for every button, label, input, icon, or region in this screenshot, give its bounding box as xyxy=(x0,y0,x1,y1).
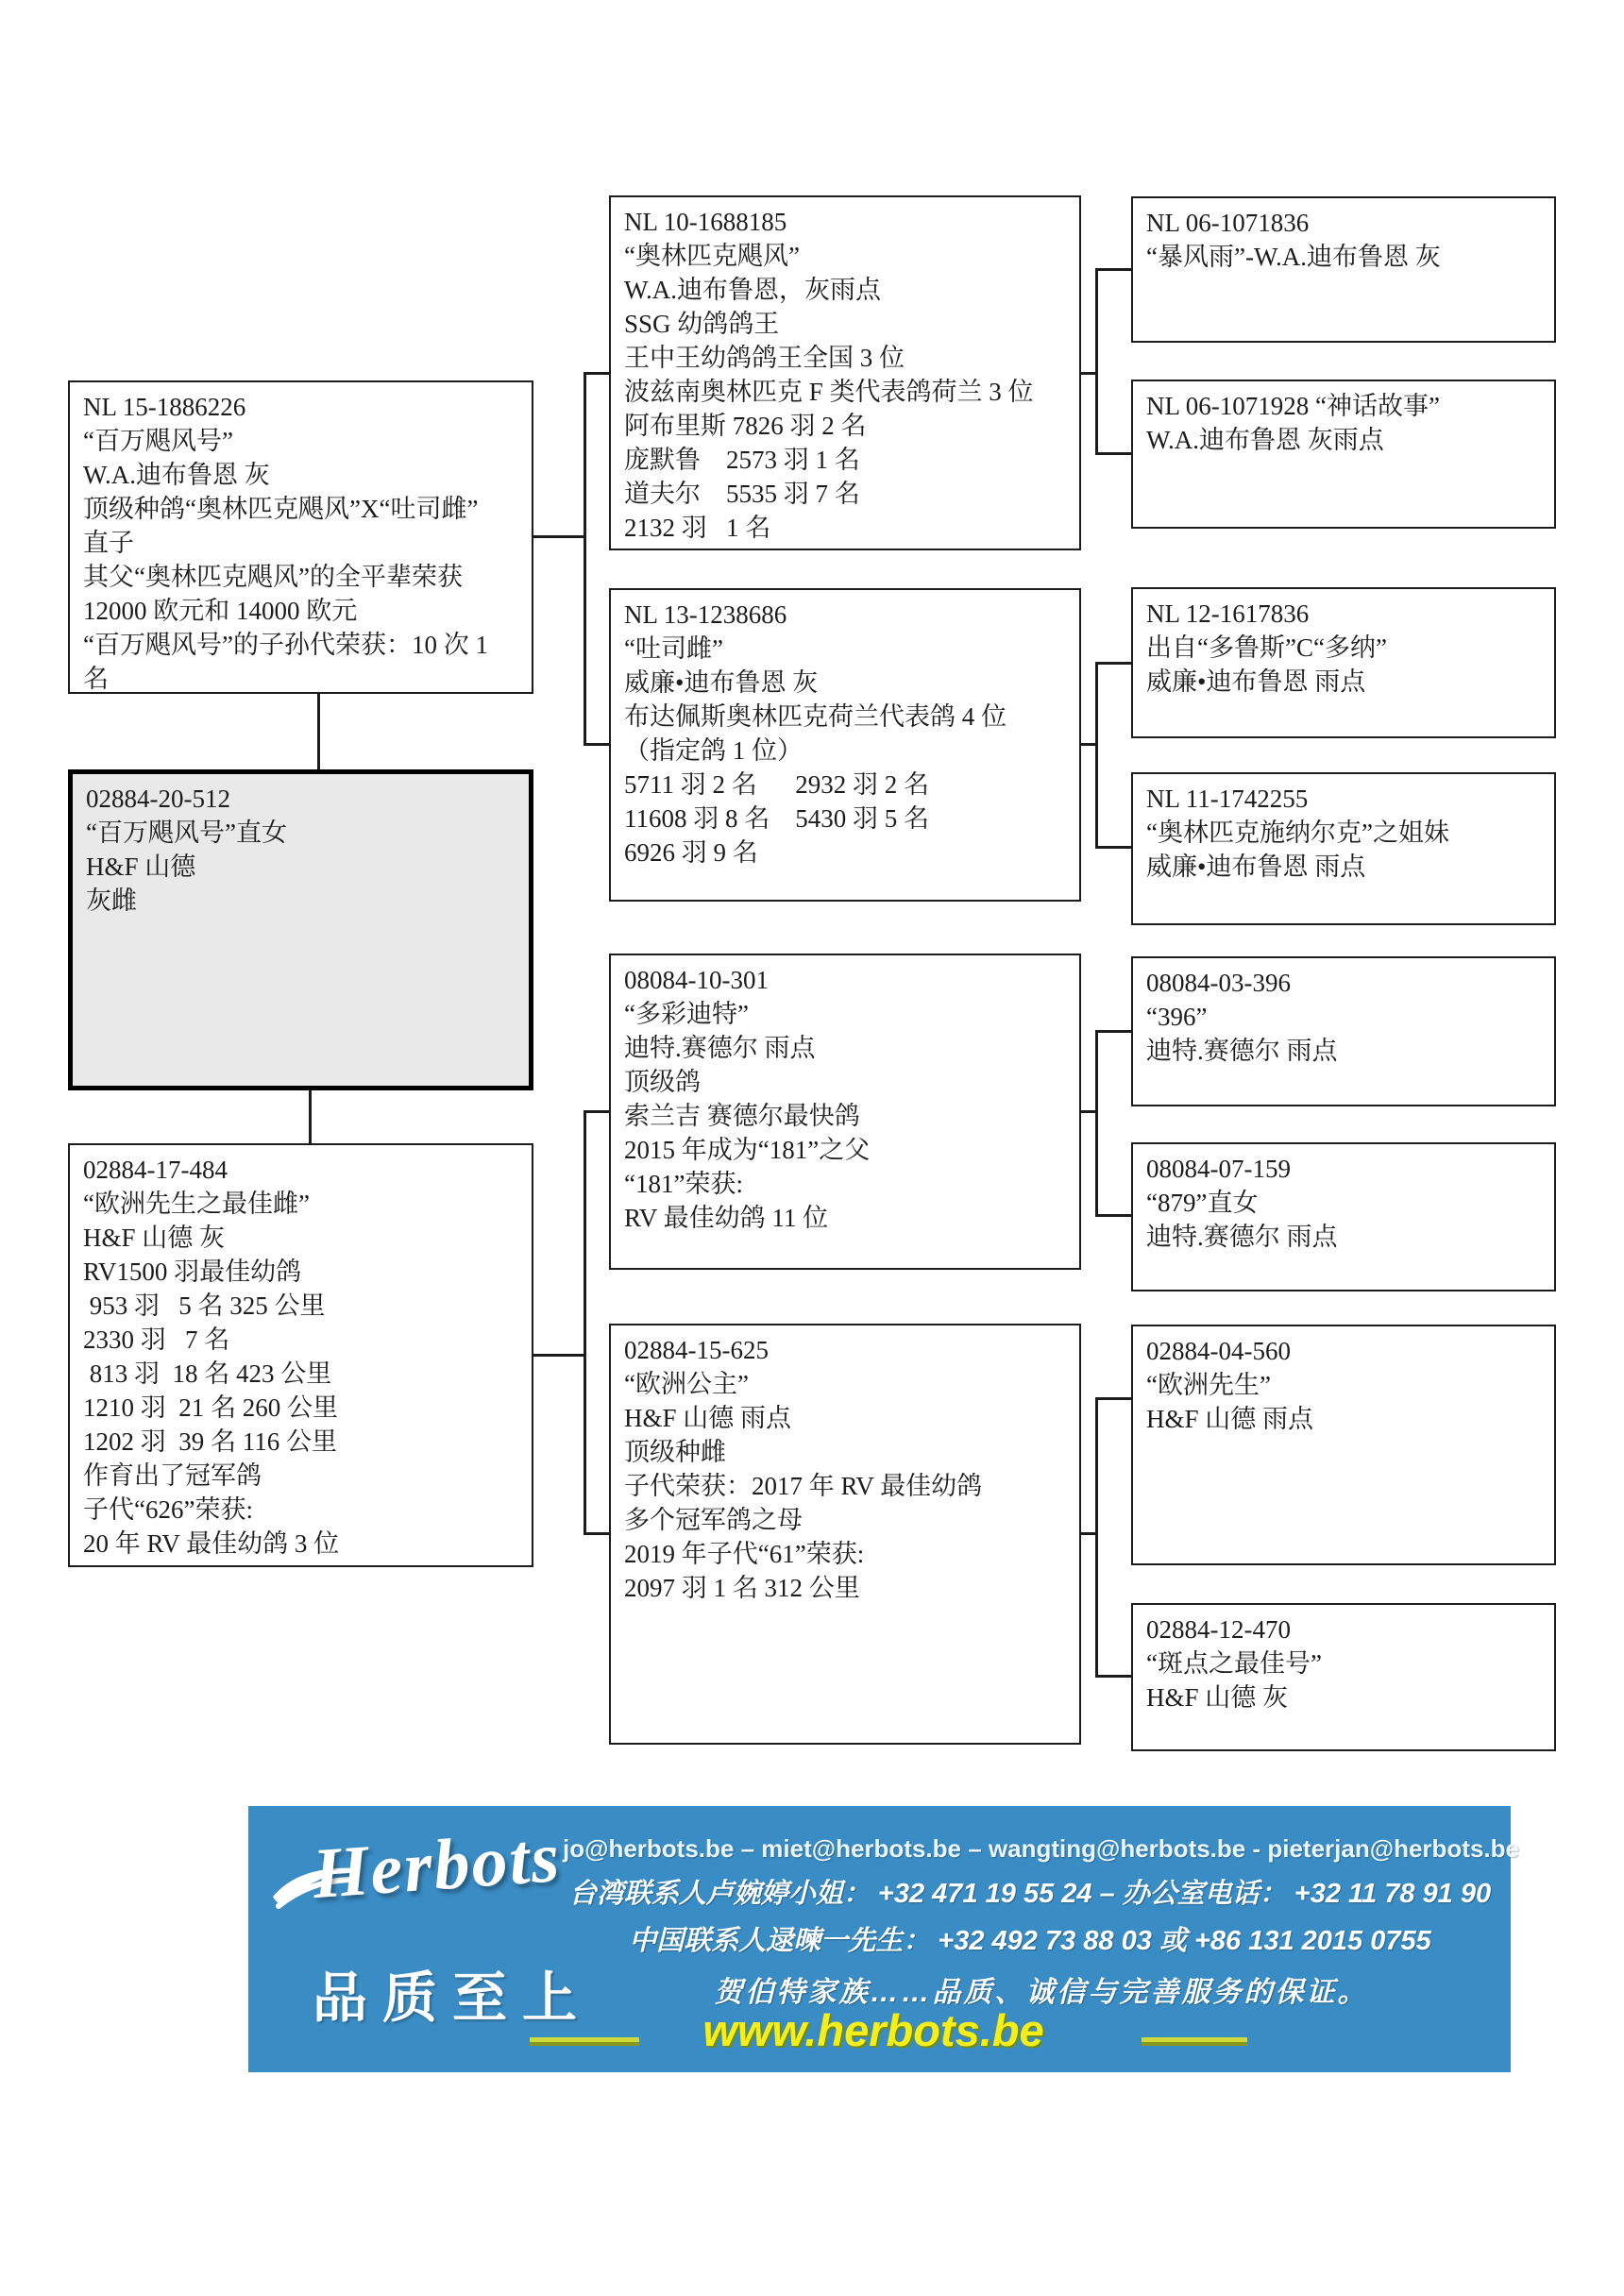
box-line: RV 最佳幼鸽 11 位 xyxy=(624,1204,829,1232)
box-line: NL 11-1742255 xyxy=(1146,785,1309,813)
box-line: “多彩迪特” xyxy=(624,1000,749,1028)
box-line: H&F 山德 灰 xyxy=(83,1224,226,1252)
box-line: 子代“626”荣获: xyxy=(83,1495,253,1524)
connector-line xyxy=(584,1532,609,1535)
box-line: “欧洲先生” xyxy=(1146,1371,1271,1399)
box-line: W.A.迪布鲁恩，灰雨点 xyxy=(624,276,882,304)
box-line: 12000 欧元和 14000 欧元 xyxy=(83,597,358,625)
box-line: 其父“奥林匹克飓风”的全平辈荣获 xyxy=(83,563,463,591)
pedigree-box-NL13-1238686 xyxy=(609,588,1081,902)
box-line: 威廉•迪布鲁恩 灰 xyxy=(624,668,819,697)
box-line: 953 羽 5 名 325 公里 xyxy=(83,1292,326,1320)
box-line: 道夫尔 5535 羽 7 名 xyxy=(624,480,860,508)
box-line: 2019 年子代“61”荣获: xyxy=(624,1540,865,1568)
box-line: 813 羽 18 名 423 公里 xyxy=(83,1359,332,1388)
connector-line xyxy=(1095,452,1131,455)
pedigree-box-NL06-1071836 xyxy=(1131,196,1556,343)
connector-line xyxy=(533,535,586,538)
pedigree-box-NL10-1688185 xyxy=(609,195,1081,550)
box-line: “斑点之最佳号” xyxy=(1146,1649,1322,1678)
box-line: “百万飓风号”的子孙代荣获：10 次 1 xyxy=(83,631,488,659)
pedigree-box-NL12-1617836 xyxy=(1131,587,1556,738)
box-line: NL 15-1886226 xyxy=(83,393,246,421)
box-line: 威廉•迪布鲁恩 雨点 xyxy=(1146,667,1366,696)
box-line: 02884-20-512 xyxy=(86,785,230,813)
box-line: 顶级种雌 xyxy=(624,1438,726,1466)
connector-line xyxy=(1095,1214,1131,1217)
box-line: 多个冠军鸽之母 xyxy=(624,1506,803,1534)
banner-slogan: 贺伯特家族……品质、诚信与完善服务的保证。 xyxy=(714,1977,1369,2008)
box-line: W.A.迪布鲁恩 灰雨点 xyxy=(1146,426,1384,454)
box-line: RV1500 羽最佳幼鸽 xyxy=(83,1258,302,1286)
box-line: NL 06-1071928 “神话故事” xyxy=(1146,392,1440,420)
box-line: 子代荣获：2017 年 RV 最佳幼鸽 xyxy=(624,1472,983,1500)
box-line: 6926 羽 9 名 xyxy=(624,838,758,867)
box-line: H&F 山德 雨点 xyxy=(624,1404,792,1432)
pedigree-box-02884-15-625 xyxy=(609,1324,1081,1745)
box-line: 顶级鸽 xyxy=(624,1068,701,1096)
box-line: 出自“多鲁斯”C“多纳” xyxy=(1146,633,1387,662)
box-line: （指定鸽 1 位） xyxy=(624,736,803,765)
box-line: 布达佩斯奥林匹克荷兰代表鸽 4 位 xyxy=(624,702,1007,731)
box-line: “879”直女 xyxy=(1146,1189,1259,1217)
pedigree-box-NL06-1071928 xyxy=(1131,380,1556,529)
banner-dash-right xyxy=(1142,2037,1247,2046)
box-line: 迪特.赛德尔 雨点 xyxy=(1146,1037,1338,1065)
pedigree-box-08084-10-301 xyxy=(609,954,1081,1270)
connector-line xyxy=(1095,846,1131,849)
connector-line xyxy=(584,1110,586,1535)
box-line: 1202 羽 39 名 116 公里 xyxy=(83,1427,337,1456)
box-line: 2097 羽 1 名 312 公里 xyxy=(624,1574,860,1602)
box-line: H&F 山德 雨点 xyxy=(1146,1405,1314,1433)
herbots-banner xyxy=(248,1806,1519,2072)
box-line: SSG 幼鸽鸽王 xyxy=(624,310,780,338)
box-line: 灰雌 xyxy=(86,886,137,915)
box-line: 威廉•迪布鲁恩 雨点 xyxy=(1146,853,1366,881)
box-line: 08084-07-159 xyxy=(1146,1155,1291,1183)
box-line: 08084-03-396 xyxy=(1146,969,1291,997)
box-line: 1210 羽 21 名 260 公里 xyxy=(83,1393,338,1422)
box-line: H&F 山德 xyxy=(86,853,196,881)
connector-line xyxy=(1095,1675,1131,1678)
box-line: 索兰吉 赛德尔最快鸽 xyxy=(624,1102,860,1130)
box-line: H&F 山德 灰 xyxy=(1146,1683,1289,1712)
box-line: 庞默鲁 2573 羽 1 名 xyxy=(624,446,860,474)
box-line: 阿布里斯 7826 羽 2 名 xyxy=(624,412,867,440)
box-line: “欧洲先生之最佳雌” xyxy=(83,1190,310,1218)
box-line: 直子 xyxy=(83,529,134,557)
connector-line xyxy=(584,372,609,375)
banner-emails: jo@herbots.be – miet@herbots.be – wangting@herbots.be - pieterjan@herbots.be xyxy=(563,1834,1519,1863)
pedigree-box-NL11-1742255 xyxy=(1131,772,1556,925)
connector-line xyxy=(1095,268,1098,455)
box-line: 2330 羽 7 名 xyxy=(83,1325,230,1354)
banner-contact-block xyxy=(563,1834,1519,1958)
connector-line xyxy=(1095,1030,1098,1217)
connector-line xyxy=(309,1090,312,1143)
connector-line xyxy=(584,372,586,746)
box-line: 作育出了冠军鸽 xyxy=(83,1461,262,1490)
box-line: 名 xyxy=(83,665,109,693)
box-line: “欧洲公主” xyxy=(624,1370,749,1398)
box-line: “吐司雌” xyxy=(624,634,723,663)
box-line: 20 年 RV 最佳幼鸽 3 位 xyxy=(83,1529,340,1558)
connector-line xyxy=(1095,1397,1131,1400)
connector-line xyxy=(1095,1030,1131,1033)
box-line: NL 06-1071836 xyxy=(1146,209,1310,237)
box-line: 迪特.赛德尔 雨点 xyxy=(1146,1223,1338,1251)
banner-dash-left xyxy=(530,2037,639,2046)
box-line: “396” xyxy=(1146,1003,1208,1031)
box-line: 02884-17-484 xyxy=(83,1156,228,1184)
box-line: 王中王幼鸽鸽王全国 3 位 xyxy=(624,344,905,372)
box-line: 迪特.赛德尔 雨点 xyxy=(624,1034,816,1062)
pedigree-box-02884-04-560 xyxy=(1131,1325,1556,1565)
box-line: 2015 年成为“181”之父 xyxy=(624,1136,871,1164)
connector-line xyxy=(1095,268,1131,271)
pedigree-box-08084-07-159 xyxy=(1131,1142,1556,1292)
connector-line xyxy=(1095,1397,1098,1678)
banner-website-url: www.herbots.be xyxy=(702,2005,1044,2055)
box-line: “百万飓风号” xyxy=(83,427,233,455)
pedigree-box-dam-02884-17-484 xyxy=(68,1143,533,1567)
box-line: “百万飓风号”直女 xyxy=(86,819,287,847)
connector-line xyxy=(584,743,609,746)
pedigree-box-02884-12-470 xyxy=(1131,1603,1556,1751)
herbots-logo-text: Herbots xyxy=(310,1816,564,1915)
box-line: 2132 羽 1 名 xyxy=(624,514,771,542)
banner-contact-taiwan: 台湾联系人卢婉婷小姐： +32 471 19 55 24 – 办公室电话： +32 11 78 91 90 xyxy=(568,1879,1492,1909)
pedigree-box-subject-02884-20-512 xyxy=(68,769,533,1090)
box-line: 02884-15-625 xyxy=(624,1336,769,1364)
box-line: “奥林匹克施纳尔克”之姐妹 xyxy=(1146,819,1449,847)
connector-line xyxy=(1095,662,1131,665)
box-line: 11608 羽 8 名 5430 羽 5 名 xyxy=(624,804,929,833)
box-line: 02884-04-560 xyxy=(1146,1337,1291,1365)
connector-line xyxy=(584,1110,609,1113)
pedigree-box-sire-NL15-1886226 xyxy=(68,380,533,694)
box-line: 02884-12-470 xyxy=(1146,1615,1291,1644)
pedigree-box-08084-03-396 xyxy=(1131,956,1556,1106)
box-line: 08084-10-301 xyxy=(624,966,769,994)
herbots-tagline: 品质至上 xyxy=(313,1967,593,2029)
box-line: 波兹南奥林匹克 F 类代表鸽荷兰 3 位 xyxy=(624,378,1034,406)
box-line: W.A.迪布鲁恩 灰 xyxy=(83,461,270,489)
box-line: 5711 羽 2 名 2932 羽 2 名 xyxy=(624,770,929,799)
box-line: “暴风雨”-W.A.迪布鲁恩 灰 xyxy=(1146,243,1441,271)
box-line: NL 13-1238686 xyxy=(624,600,787,629)
box-line: “奥林匹克飓风” xyxy=(624,242,800,270)
banner-contact-china: 中国联系人逯暕一先生： +32 492 73 88 03 或 +86 131 2015 0755 xyxy=(629,1926,1431,1956)
box-line: NL 10-1688185 xyxy=(624,208,787,236)
connector-line xyxy=(533,1354,586,1357)
box-line: “181”荣获: xyxy=(624,1170,743,1198)
connector-line xyxy=(1095,662,1098,849)
connector-line xyxy=(317,694,320,769)
box-line: NL 12-1617836 xyxy=(1146,599,1310,628)
box-line: 顶级种鸽“奥林匹克飓风”X“吐司雌” xyxy=(83,495,479,523)
